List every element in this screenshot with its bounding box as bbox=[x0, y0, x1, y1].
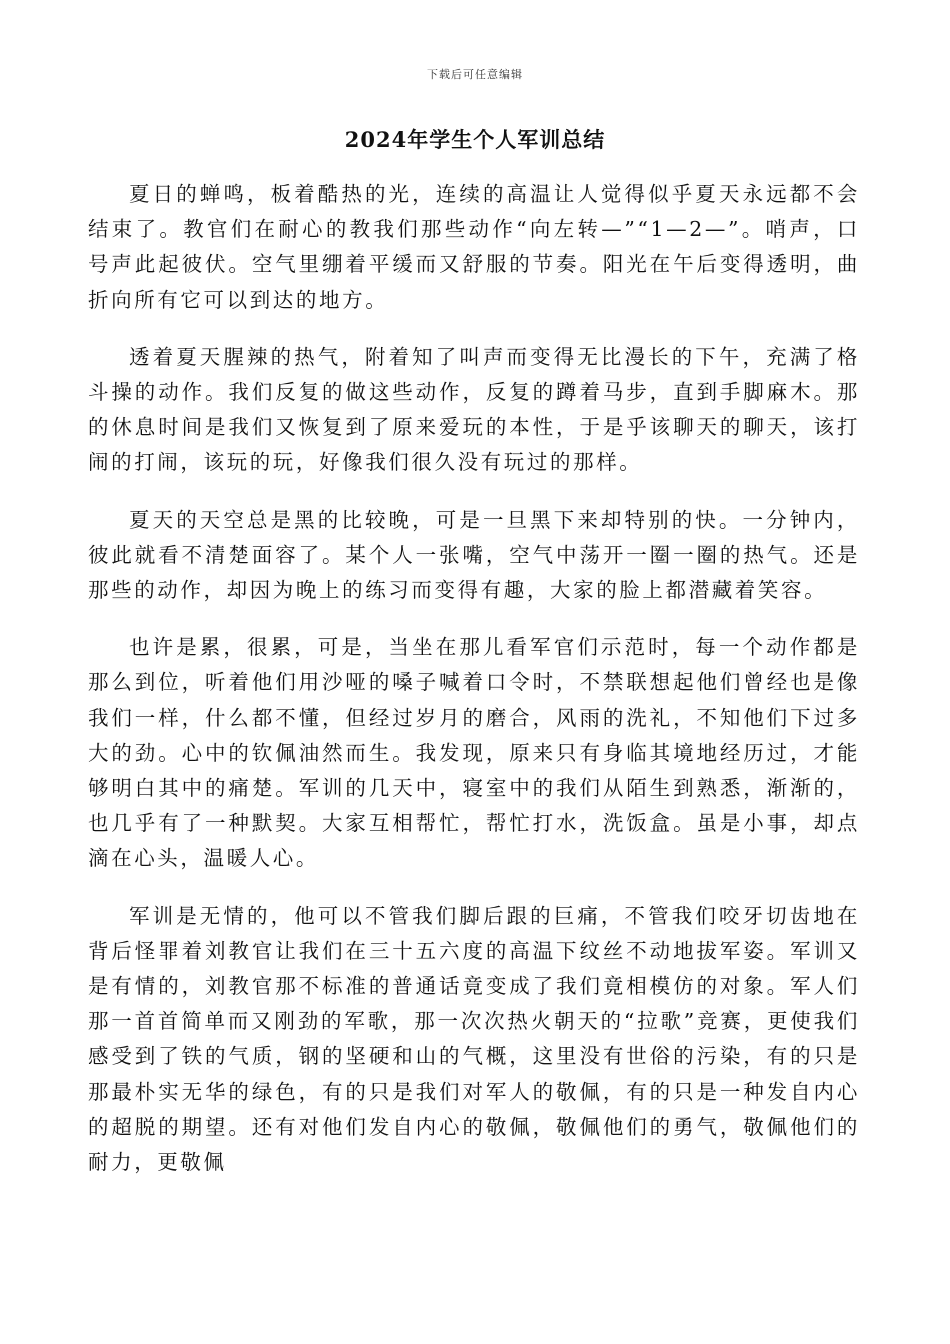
header-note: 下载后可任意编辑 bbox=[427, 68, 523, 81]
document-title: 2024年学生个人军训总结 bbox=[344, 127, 606, 152]
paragraph-5: 军训是无情的，他可以不管我们脚后跟的巨痛，不管我们咬牙切齿地在背后怪罪着刘教官让我们在三十五六度的高温下纹丝不动地拔军姿。军训又是有情的，刘教官那不标准的普通话竟变成了我们竟相模仿的对象。军人们那一首首简单而又刚劲的军歌，那一次次热火朝天的“拉歌”竞赛，更使我们感受到了铁的气质，钢的坚硬和山的气概，这里没有世俗的污染，有的只是那最朴实无华的绿色，有的只是我们对军人的敬佩，有的只是一种发自内心的超脱的期望。还有对他们发自内心的敬佩，敬佩他们的勇气，敬佩他们的耐力，更敬佩 bbox=[88, 903, 860, 1175]
paragraph-3: 夏天的天空总是黑的比较晚，可是一旦黑下来却特别的快。一分钟内，彼此就看不清楚面容了。某个人一张嘴，空气中荡开一圈一圈的热气。还是那些的动作，却因为晚上的练习而变得有趣，大家的脸上都潜藏着笑容。 bbox=[88, 507, 860, 603]
document-body bbox=[88, 177, 860, 1202]
paragraph-1: 夏日的蝉鸣，板着酷热的光，连续的高温让人觉得似乎夏天永远都不会结束了。教官们在耐心的教我们那些动作“向左转—”“1—2—”。哨声，口号声此起彼伏。空气里绷着平缓而又舒服的节奏。阳光在午后变得透明，曲折向所有它可以到达的地方。 bbox=[88, 182, 860, 312]
paragraph-2: 透着夏天腥辣的热气，附着知了叫声而变得无比漫长的下午，充满了格斗操的动作。我们反复的做这些动作，反复的蹲着马步，直到手脚麻木。那的休息时间是我们又恢复到了原来爱玩的本性，于是乎该聊天的聊天，该打闹的打闹，该玩的玩，好像我们很久没有玩过的那样。 bbox=[88, 344, 860, 475]
paragraph-4: 也许是累，很累，可是，当坐在那儿看军官们示范时，每一个动作都是那么到位，听着他们用沙哑的嗓子喊着口令时，不禁联想起他们曾经也是像我们一样，什么都不懂，但经过岁月的磨合，风雨的洗礼，不知他们下过多大的劲。心中的钦佩油然而生。我发现，原来只有身临其境地经历过，才能够明白其中的痛楚。军训的几天中，寝室中的我们从陌生到熟悉，渐渐的，也几乎有了一种默契。大家互相帮忙，帮忙打水，洗饭盒。虽是小事，却点滴在心头，温暖人心。 bbox=[88, 635, 860, 871]
